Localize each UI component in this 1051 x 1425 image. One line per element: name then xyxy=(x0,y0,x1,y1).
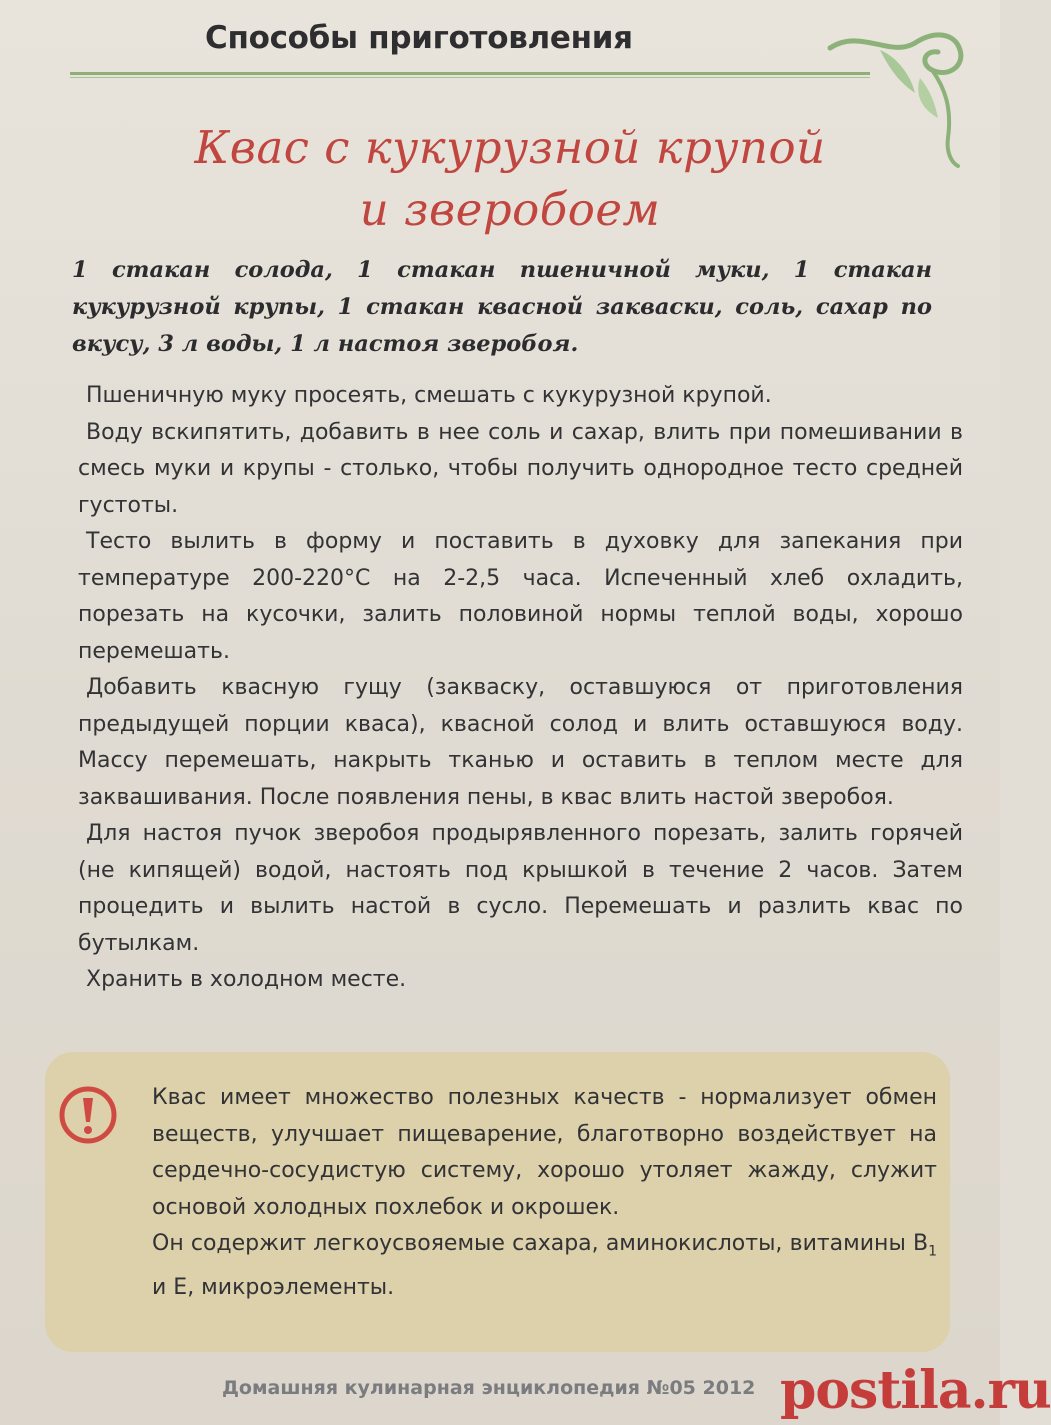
recipe-title-line1: Квас с кукурузной крупой xyxy=(194,121,826,174)
instruction-paragraph: Для настоя пучок зверобоя продырявленного порезать, залить горячей (не кипящей) водой, настоять под крышкой в течение 2 часов. Затем процедить и вылить настой в сусло. Перемешать и разлить квас по бутылкам. xyxy=(78,821,963,956)
instruction-paragraph: Добавить квасную гущу (закваску, оставшуюся от приготовления предыдущей порции кваса), квасной солод и влить оставшуюся воду. Массу перемешать, накрыть тканью и оставить в теплом месте для заквашивания. После появления пены, в квас влить настой зверобоя. xyxy=(78,675,963,810)
exclamation-icon xyxy=(58,1085,118,1145)
ingredients-list: 1 стакан солода, 1 стакан пшеничной муки, 1 стакан кукурузной крупы, 1 стакан квасной закваски, соль, сахар по вкусу, 3 л воды, 1 л настоя зверобоя. xyxy=(72,257,932,357)
header-divider-thin xyxy=(70,77,870,78)
source-credit: Домашняя кулинарная энциклопедия №05 2012 xyxy=(222,1377,756,1399)
section-header: Способы приготовления xyxy=(205,20,633,56)
watermark: postila.ru xyxy=(780,1360,1051,1421)
tip-text xyxy=(152,1080,937,1306)
instruction-paragraph: Хранить в холодном месте. xyxy=(86,967,407,992)
tip-paragraph-vitamins: Он содержит легкоусвояемые сахара, аминокислоты, витамины $В_1$ и Е, микроэлементы. xyxy=(152,1231,937,1300)
instruction-paragraph: Тесто вылить в форму и поставить в духовку для запекания при температуре 200-220°С на 2-2,5 часа. Испеченный хлеб охладить, порезать на кусочки, залить половиной нормы теплой воды, хорошо перемешать. xyxy=(78,529,963,664)
instruction-paragraph: Пшеничную муку просеять, смешать с кукурузной крупой. xyxy=(86,383,772,408)
instruction-paragraph: Воду вскипятить, добавить в нее соль и сахар, влить при помешивании в смесь муки и крупы - столько, чтобы получить однородное тесто средней густоты. xyxy=(78,419,963,518)
header-divider xyxy=(70,72,870,75)
tip-paragraph: Квас имеет множество полезных качеств - нормализует обмен веществ, улучшает пищеварение, благотворно воздействует на сердечно-сосудистую систему, хорошо утоляет жажду, служит основой холодных похлебок и окрошек. xyxy=(152,1085,937,1220)
recipe-instructions xyxy=(78,378,963,999)
recipe-title-line2: и зверобоем xyxy=(359,183,661,236)
